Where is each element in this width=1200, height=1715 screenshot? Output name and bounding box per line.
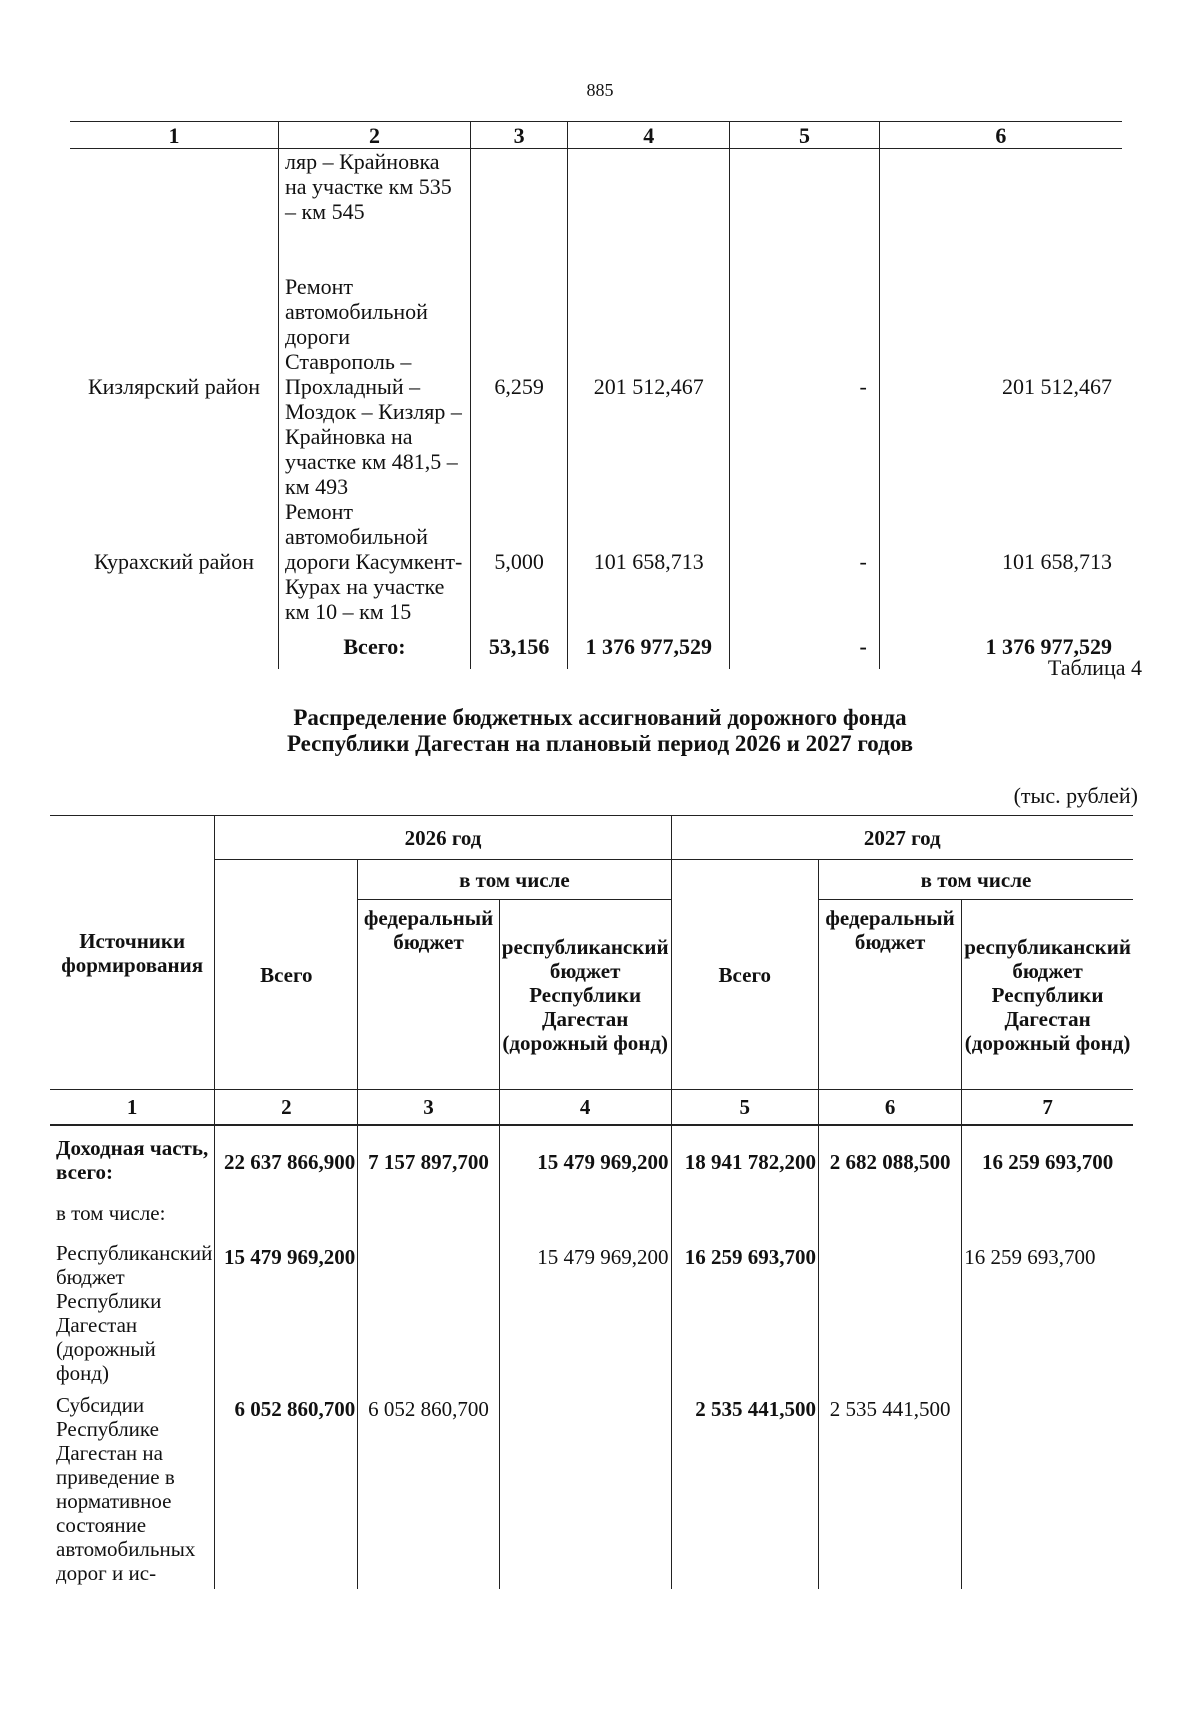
value-cell bbox=[499, 1197, 671, 1237]
total-2027-header: Всего bbox=[671, 860, 818, 1090]
title-line-1: Распределение бюджетных ассигнований дорожного фонда bbox=[293, 705, 907, 730]
table-row bbox=[70, 499, 1122, 625]
federal-2026-header: федеральный бюджет bbox=[358, 900, 500, 1090]
value-cell: 6 052 860,700 bbox=[358, 1389, 500, 1589]
object-cell: Ремонт автомобильной дороги Касумкент-Курах на участке км 10 – км 15 bbox=[278, 499, 470, 625]
value-cell bbox=[962, 1197, 1133, 1237]
col-num-2: 2 bbox=[215, 1090, 358, 1126]
object-cell: Ремонт автомобильной дороги Ставрополь – Прохладный – Моздок – Кизляр – Крайновка на участке км 481,5 – км 493 bbox=[278, 274, 470, 499]
page-number: 885 bbox=[586, 80, 614, 100]
total-sum: 1 376 977,529 bbox=[568, 625, 730, 669]
total-empty-cell bbox=[70, 625, 278, 669]
total-cell bbox=[568, 149, 730, 274]
value-cell bbox=[818, 1197, 961, 1237]
col-num-1: 1 bbox=[50, 1090, 215, 1126]
column-numbers-row bbox=[50, 1090, 1133, 1126]
table-row bbox=[50, 1389, 1133, 1589]
col-header-6: 6 bbox=[879, 122, 1122, 149]
year-2027-header: 2027 год bbox=[671, 816, 1133, 860]
row-label: Республиканский бюджет Республики Дагестан (дорожный фонд) bbox=[50, 1237, 215, 1389]
col-num-4: 4 bbox=[499, 1090, 671, 1126]
total-label: Всего: bbox=[278, 625, 470, 669]
year-2026-header: 2026 год bbox=[215, 816, 671, 860]
value-cell bbox=[215, 1197, 358, 1237]
col-header-4: 4 bbox=[568, 122, 730, 149]
row-label: Субсидии Республике Дагестан на приведение в нормативное состояние автомобильных дорог и ис- bbox=[50, 1389, 215, 1589]
object-cell: ляр – Крайновка на участке км 535 – км 545 bbox=[278, 149, 470, 274]
col-header-2: 2 bbox=[278, 122, 470, 149]
value-cell: 15 479 969,200 bbox=[499, 1125, 671, 1197]
col-header-5: 5 bbox=[730, 122, 880, 149]
row-label: Доходная часть, всего: bbox=[50, 1125, 215, 1197]
federal-cell bbox=[730, 149, 880, 274]
header-row-years bbox=[50, 816, 1133, 860]
federal-cell: - bbox=[730, 274, 880, 499]
table-row bbox=[70, 149, 1122, 274]
total-row bbox=[70, 625, 1122, 669]
value-cell: 2 535 441,500 bbox=[818, 1389, 961, 1589]
col-num-7: 7 bbox=[962, 1090, 1133, 1126]
value-cell: 16 259 693,700 bbox=[671, 1237, 818, 1389]
value-cell bbox=[499, 1389, 671, 1589]
table-label: Таблица 4 bbox=[1047, 655, 1142, 680]
value-cell: 22 637 866,900 bbox=[215, 1125, 358, 1197]
table-title bbox=[0, 705, 1200, 757]
value-cell bbox=[358, 1237, 500, 1389]
total-2026-header: Всего bbox=[215, 860, 358, 1090]
row-label: в том числе: bbox=[50, 1197, 215, 1237]
republic-2026-header: республиканский бюджет Республики Дагестан (дорожный фонд) bbox=[499, 900, 671, 1090]
federal-cell: - bbox=[730, 499, 880, 625]
table-3-continuation bbox=[70, 121, 1122, 669]
value-cell: 15 479 969,200 bbox=[499, 1237, 671, 1389]
col-num-3: 3 bbox=[358, 1090, 500, 1126]
value-cell: 16 259 693,700 bbox=[962, 1125, 1133, 1197]
total-length: 53,156 bbox=[470, 625, 567, 669]
length-cell: 5,000 bbox=[470, 499, 567, 625]
including-2026-header: в том числе bbox=[358, 860, 671, 900]
value-cell: 7 157 897,700 bbox=[358, 1125, 500, 1197]
col-num-6: 6 bbox=[818, 1090, 961, 1126]
value-cell: 2 535 441,500 bbox=[671, 1389, 818, 1589]
value-cell: 16 259 693,700 bbox=[962, 1237, 1133, 1389]
district-cell: Кизлярский район bbox=[70, 274, 278, 499]
republic-2027-header: республиканский бюджет Республики Дагестан (дорожный фонд) bbox=[962, 900, 1133, 1090]
table-header-row bbox=[70, 122, 1122, 149]
col-header-3: 3 bbox=[470, 122, 567, 149]
title-line-2: Республики Дагестан на плановый период 2026 и 2027 годов bbox=[286, 731, 914, 756]
length-cell bbox=[470, 149, 567, 274]
sources-header: Источники формирования bbox=[50, 816, 215, 1090]
total-republic: 1 376 977,529 bbox=[879, 625, 1122, 669]
value-cell: 18 941 782,200 bbox=[671, 1125, 818, 1197]
table-row bbox=[50, 1237, 1133, 1389]
district-cell bbox=[70, 149, 278, 274]
total-federal: - bbox=[730, 625, 880, 669]
value-cell: 15 479 969,200 bbox=[215, 1237, 358, 1389]
value-cell bbox=[962, 1389, 1133, 1589]
table-row bbox=[70, 274, 1122, 499]
table-4 bbox=[50, 815, 1133, 1589]
federal-2027-header: федеральный бюджет bbox=[818, 900, 961, 1090]
district-cell: Курахский район bbox=[70, 499, 278, 625]
units-label: (тыс. рублей) bbox=[1013, 783, 1138, 808]
including-2027-header: в том числе bbox=[818, 860, 1133, 900]
value-cell bbox=[818, 1237, 961, 1389]
value-cell: 2 682 088,500 bbox=[818, 1125, 961, 1197]
republic-cell bbox=[879, 149, 1122, 274]
length-cell: 6,259 bbox=[470, 274, 567, 499]
total-cell: 201 512,467 bbox=[568, 274, 730, 499]
republic-cell: 101 658,713 bbox=[879, 499, 1122, 625]
republic-cell: 201 512,467 bbox=[879, 274, 1122, 499]
total-cell: 101 658,713 bbox=[568, 499, 730, 625]
table-row bbox=[50, 1197, 1133, 1237]
table-row bbox=[50, 1125, 1133, 1197]
col-header-1: 1 bbox=[70, 122, 278, 149]
value-cell: 6 052 860,700 bbox=[215, 1389, 358, 1589]
value-cell bbox=[358, 1197, 500, 1237]
value-cell bbox=[671, 1197, 818, 1237]
col-num-5: 5 bbox=[671, 1090, 818, 1126]
